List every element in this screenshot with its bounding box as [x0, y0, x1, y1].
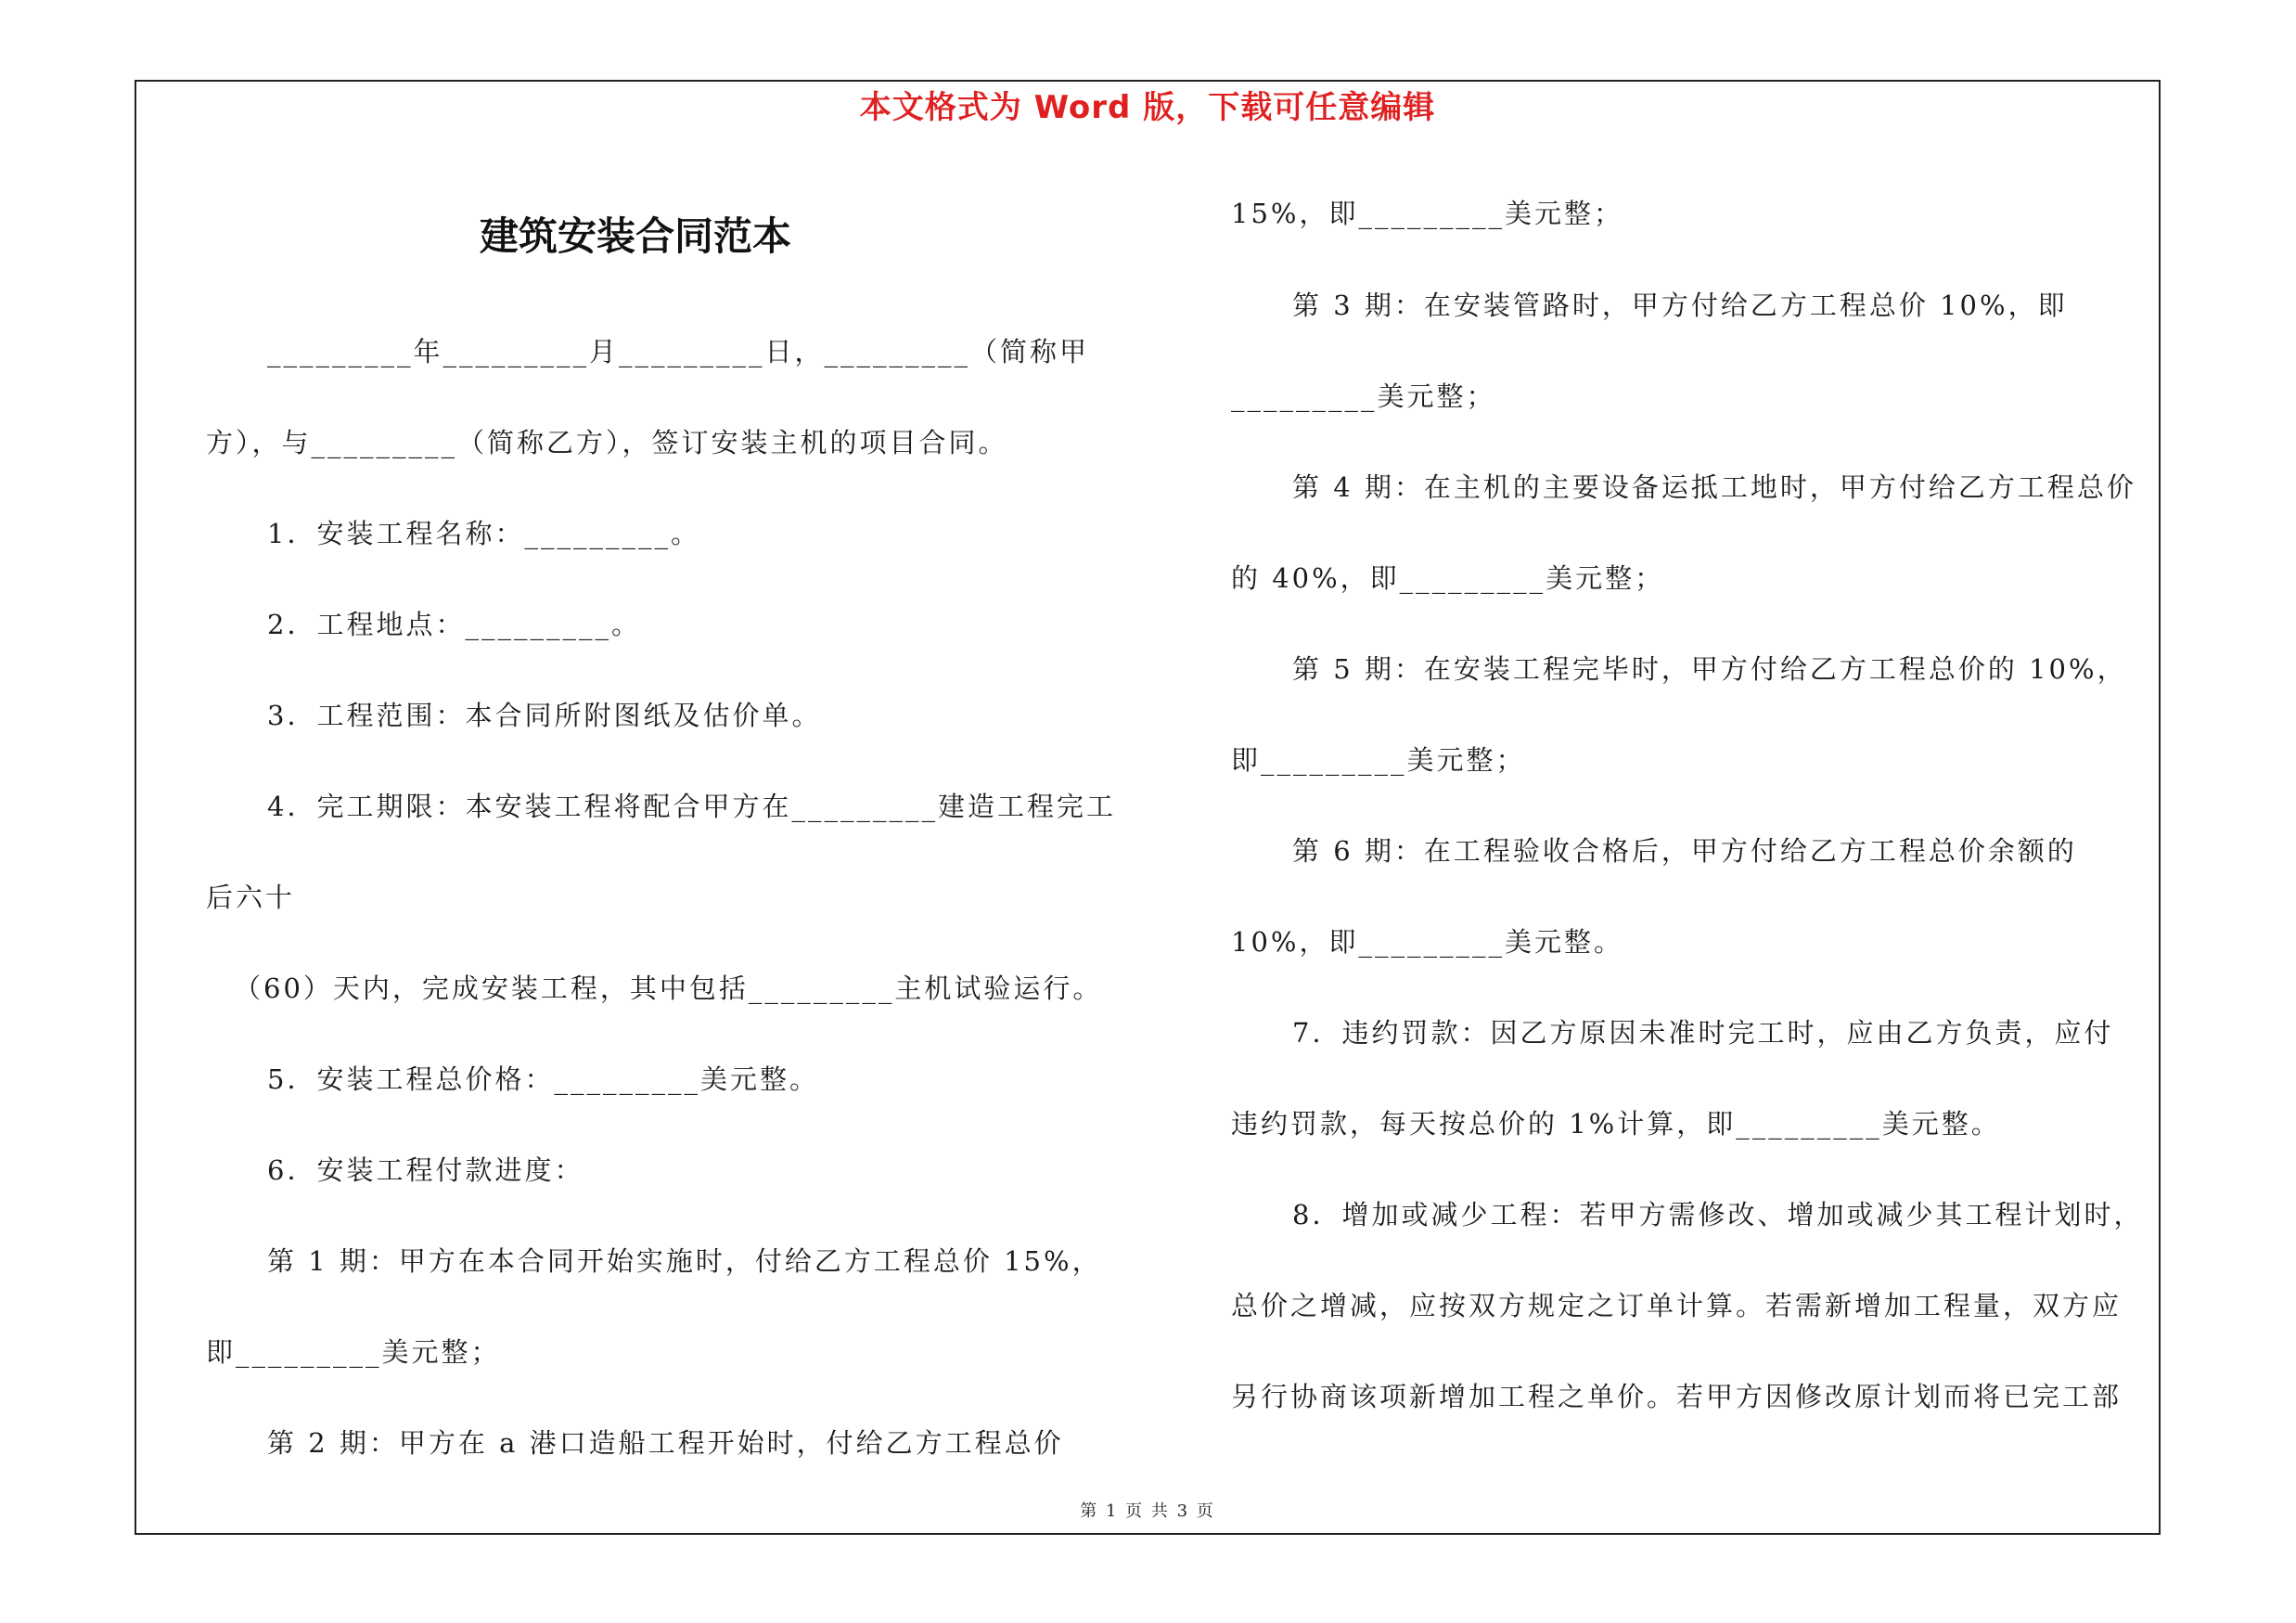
word-format-banner: 本文格式为 Word 版，下载可任意编辑 — [859, 89, 1436, 126]
paragraph-line: 后六十 — [206, 882, 296, 913]
paragraph-line: 方），与_________（简称乙方），签订安装主机的项目合同。 — [206, 427, 1008, 458]
paragraph-line: 即_________美元整； — [1231, 744, 1526, 776]
paragraph-line: 第 4 期：在主机的主要设备运抵工地时，甲方付给乙方工程总价 — [1292, 471, 2136, 503]
paragraph-line: 的 40%，即_________美元整； — [1231, 562, 1665, 594]
paragraph-line: 2．工程地点：_________。 — [267, 609, 641, 640]
paragraph-line: 1．安装工程名称：_________。 — [267, 518, 700, 549]
paragraph-line: 第 2 期：甲方在 a 港口造船工程开始时，付给乙方工程总价 — [267, 1427, 1064, 1459]
paragraph-line: 15%，即_________美元整； — [1231, 198, 1623, 229]
paragraph-line: 3．工程范围：本合同所附图纸及估价单。 — [267, 700, 822, 731]
paragraph-line: 8．增加或减少工程：若甲方需修改、增加或减少其工程计划时， — [1292, 1199, 2144, 1230]
paragraph-line: 另行协商该项新增加工程之单价。若甲方因修改原计划而将已完工部 — [1231, 1381, 2123, 1412]
paragraph-line: 5．安装工程总价格：_________美元整。 — [267, 1063, 819, 1095]
paragraph-line: 总价之增减，应按双方规定之订单计算。若需新增加工程量，双方应 — [1231, 1290, 2123, 1321]
document-title: 建筑安装合同范本 — [479, 213, 791, 259]
paragraph-line: 4．完工期限：本安装工程将配合甲方在_________建造工程完工 — [267, 791, 1116, 822]
page-number-footer: 第 1 页 共 3 页 — [1080, 1501, 1215, 1521]
paragraph-line: 10%，即_________美元整。 — [1231, 926, 1623, 958]
paragraph-line: 即_________美元整； — [206, 1336, 501, 1368]
paragraph-line: _________美元整； — [1231, 380, 1496, 412]
paragraph-line: 违约罚款，每天按总价的 1%计算，即_________美元整。 — [1231, 1108, 2001, 1140]
paragraph-line: 第 1 期：甲方在本合同开始实施时，付给乙方工程总价 15%， — [267, 1245, 1102, 1277]
paragraph-line: 第 5 期：在安装工程完毕时，甲方付给乙方工程总价的 10%， — [1292, 653, 2127, 685]
paragraph-line: 6．安装工程付款进度： — [267, 1154, 584, 1186]
paragraph-line: _________年_________月_________日，_________（简称甲 — [267, 336, 1090, 367]
paragraph-line: （60）天内，完成安装工程，其中包括_________主机试验运行。 — [234, 973, 1103, 1004]
paragraph-line: 第 6 期：在工程验收合格后，甲方付给乙方工程总价余额的 — [1292, 835, 2077, 867]
paragraph-line: 第 3 期：在安装管路时，甲方付给乙方工程总价 10%，即 — [1292, 290, 2068, 321]
paragraph-line: 7．违约罚款：因乙方原因未准时完工时，应由乙方负责，应付 — [1292, 1017, 2114, 1049]
